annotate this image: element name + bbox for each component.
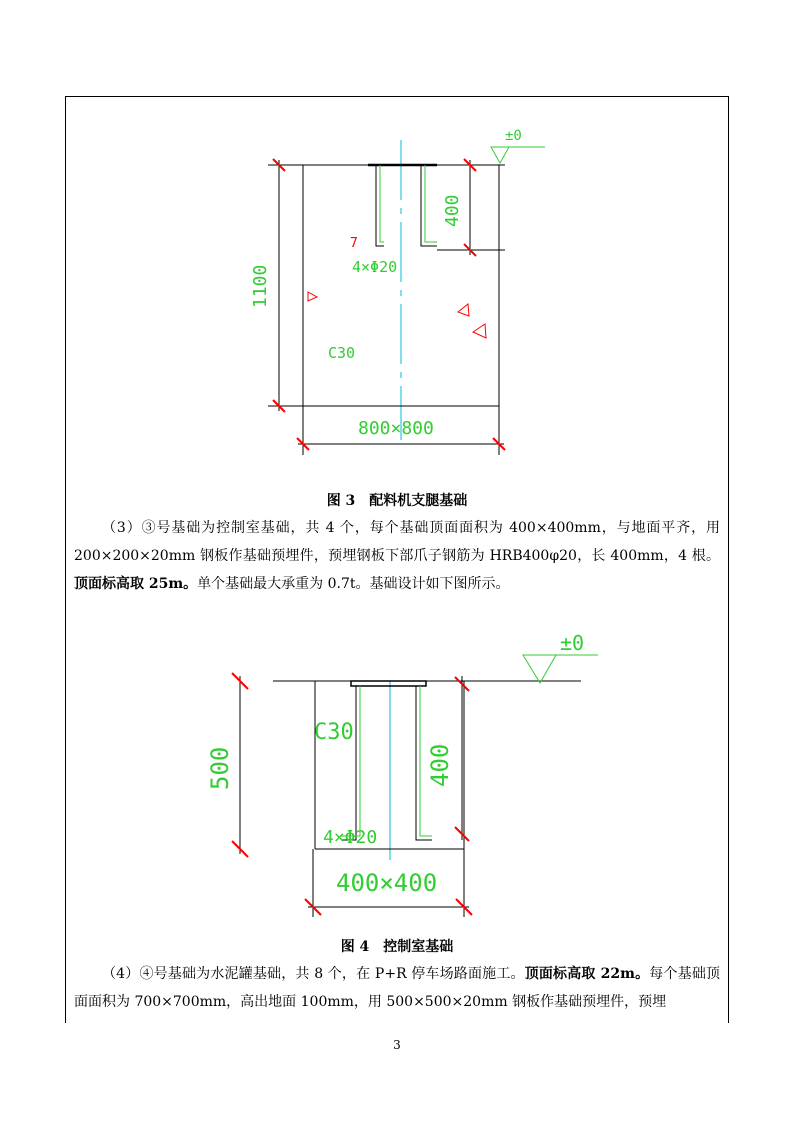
fig3-rebar xyxy=(380,165,384,242)
fig3-rebar-mark: 7 xyxy=(350,236,358,251)
figure3-caption: 图 3 配料机支腿基础 xyxy=(326,493,468,509)
paragraph-4 xyxy=(74,960,720,1016)
fig4-rebar-label: 4×Φ20 xyxy=(323,827,378,848)
fig4-concrete-label: C30 xyxy=(314,720,354,745)
paragraph-3-bold: 顶面标高取 25m。 xyxy=(74,576,198,592)
paragraph-4-tail: 每个基础顶面面积为 700×700mm，高出地面 100mm，用 500×500×20mm 钢板作基础预埋件，预埋 xyxy=(74,966,721,1010)
fig4-size-label: 400×400 xyxy=(336,869,438,897)
fig3-height-label: 1100 xyxy=(250,264,271,308)
fig3-mark-triangle xyxy=(473,324,486,338)
fig3-level-label: ±0 xyxy=(505,128,522,144)
fig3-level-symbol xyxy=(491,147,509,163)
fig4-height-label: 500 xyxy=(206,746,234,790)
paragraph-4-intro: （4）④号基础为水泥罐基础，共 8 个，在 P+R 停车场路面施工。 xyxy=(102,966,525,982)
fig3-concrete-label: C30 xyxy=(328,344,356,362)
fig3-rebar xyxy=(421,165,437,246)
paragraph-4-bold: 顶面标高取 22m。 xyxy=(524,966,650,982)
fig3-rebar-label: 4×Φ20 xyxy=(352,258,398,276)
figure4-caption: 图 4 控制室基础 xyxy=(340,939,454,955)
fig4-level-label: ±0 xyxy=(560,631,585,655)
fig3-size-label: 800×800 xyxy=(358,418,434,439)
fig3-mark-triangle xyxy=(458,304,469,316)
paragraph-3-tail: 单个基础最大承重为 0.7t。基础设计如下图所示。 xyxy=(197,576,510,592)
fig3-rebar xyxy=(425,165,437,242)
paragraph-3 xyxy=(74,514,720,598)
fig3-depth-label: 400 xyxy=(442,194,463,227)
fig4-depth-label: 400 xyxy=(426,743,454,787)
paragraph-3-intro: （3）③号基础为控制室基础，共 4 个，每个基础顶面面积为 400×400mm，与地面平齐，用 200×200×20mm 钢板作基础预埋件，预埋钢板下部爪子钢筋为 HRB400φ20，长 400mm，4 根。 xyxy=(74,520,720,564)
page-number: 3 xyxy=(393,1038,401,1052)
fig3-mark-triangle xyxy=(308,292,317,301)
